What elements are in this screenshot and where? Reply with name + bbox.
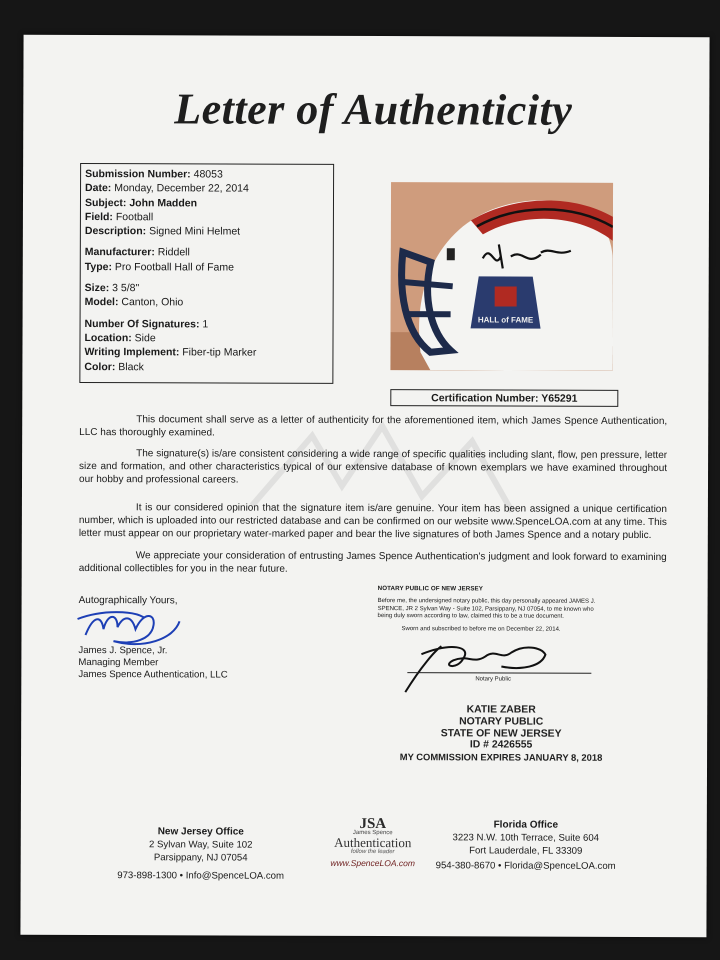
notary-text: Before me, the undersigned notary public, this day personally appeared JAMES J. SPENCE, JR 2 Sylvan Way - Suite 102, Parsippany, NJ 07054, to me known who being duly sworn according to law, claimed this to be a true document. bbox=[377, 598, 596, 620]
paragraph-appreciation: We appreciate your consideration of entrusting James Spence Authentication's judgment and look forward to examining additional collectibles for you in the near future. bbox=[78, 550, 667, 575]
jsa-logo: JSA James Spence Authentication follow the leader www.SpenceLOA.com bbox=[330, 815, 415, 869]
svg-text:HALL of FAME: HALL of FAME bbox=[477, 315, 534, 325]
model-row: Model: Canton, Ohio bbox=[84, 296, 184, 309]
certification-number: Certification Number: Y65291 bbox=[390, 389, 618, 407]
stamp-line: KATIE ZABER bbox=[466, 704, 536, 716]
helmet-icon bbox=[390, 182, 613, 371]
signer-block bbox=[78, 645, 227, 682]
stamp-line: STATE OF NEW JERSEY bbox=[440, 727, 562, 740]
location-row: Location: Side bbox=[84, 331, 156, 345]
notary-public-label: Notary Public bbox=[475, 676, 512, 683]
notary-sworn: Sworn and subscribed to before me on December 22, 2014. bbox=[401, 626, 561, 633]
item-info-box bbox=[79, 163, 334, 384]
letter-paper bbox=[20, 35, 709, 937]
submission-row: Submission Number: 48053 bbox=[85, 168, 223, 181]
paragraph-authenticity: This document shall serve as a letter of authenticity for the aforementioned item, which James Spence Authentication, LLC has thoroughly examined. bbox=[79, 414, 668, 439]
stamp-line: NOTARY PUBLIC bbox=[459, 716, 544, 728]
field-row: Field: Football bbox=[84, 210, 154, 224]
signer-company: James Spence Authentication, LLC bbox=[78, 669, 228, 681]
item-photo bbox=[390, 182, 613, 371]
paragraph-opinion: It is our considered opinion that the signature item is/are genuine. Your item has been assigned a unique certification number, which is uploaded into our restricted database and can be confirmed on our website www.SpenceLOA.com at any time. This letter must appear on our proprietary water-marked paper and bear the live signatures of both James Spence and a notary public. bbox=[78, 502, 667, 541]
color-row: Color: Black bbox=[84, 360, 144, 373]
signer-name: James J. Spence, Jr. bbox=[78, 645, 168, 657]
new-jersey-office: New Jersey Office 2 Sylvan Way, Suite 102 Parsippany, NJ 07054 973-898-1300 • Info@SpenceLOA.com bbox=[117, 826, 285, 882]
stamp-line: MY COMMISSION EXPIRES JANUARY 8, 2018 bbox=[399, 751, 603, 764]
paragraph-signature-analysis: The signature(s) is/are consistent considering a wide range of specific qualities including slant, flow, pen pressure, letter size and formation, and other characteristics typical of our extensive database of known exemplars we have examined throughout our hobby and professional careers. bbox=[79, 448, 668, 486]
spence-signature-icon bbox=[73, 605, 183, 647]
page-title: Letter of Authenticity bbox=[174, 84, 573, 135]
closing-text: Autographically Yours, bbox=[78, 595, 178, 607]
stamp-line: ID # 2426555 bbox=[469, 739, 533, 751]
signer-role: Managing Member bbox=[78, 657, 159, 669]
notary-signature-icon bbox=[401, 636, 551, 697]
notary-stamp bbox=[391, 704, 611, 764]
manufacturer-row: Manufacturer: Riddell bbox=[84, 246, 190, 259]
notary-heading: NOTARY PUBLIC OF NEW JERSEY bbox=[377, 585, 484, 593]
size-row: Size: 3 5/8" bbox=[84, 282, 140, 295]
date-row: Date: Monday, December 22, 2014 bbox=[85, 182, 249, 195]
florida-office: Florida Office 3223 N.W. 10th Terrace, Suite 604 Fort Lauderdale, FL 33309 954-380-8670 • Florida@SpenceLOA.com bbox=[435, 819, 616, 872]
subject-row: Subject: John Madden bbox=[84, 196, 198, 210]
description-row: Description: Signed Mini Helmet bbox=[84, 225, 241, 238]
type-row: Type: Pro Football Hall of Fame bbox=[84, 260, 235, 274]
writing-row: Writing Implement: Fiber-tip Marker bbox=[84, 346, 257, 359]
signatures-row: Number Of Signatures: 1 bbox=[84, 317, 209, 331]
